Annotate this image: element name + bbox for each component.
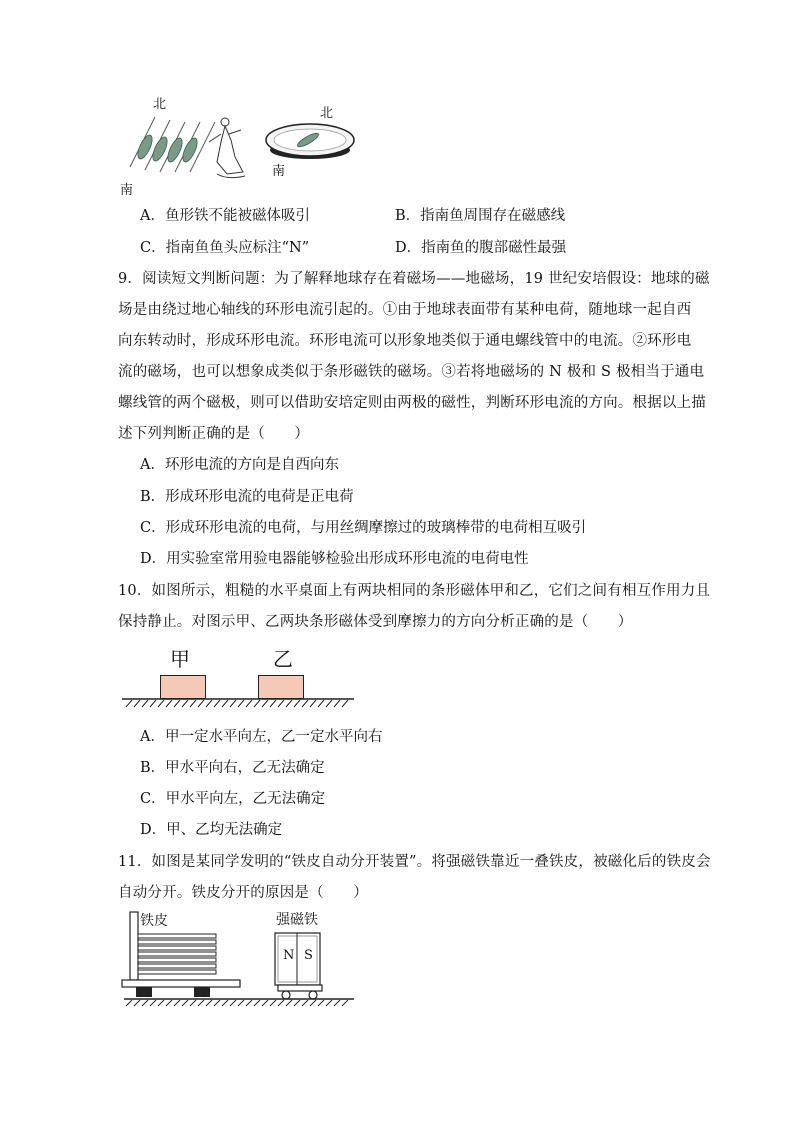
magnet-b-label: 乙: [273, 647, 293, 671]
q8-option-c[interactable]: C．指南鱼鱼头应标注“N”: [140, 240, 310, 256]
rough-table-surface: [122, 698, 354, 710]
magnet-a-block: [160, 675, 206, 699]
north-pole-label: N: [283, 948, 295, 963]
q11-line-2: 自动分开。铁皮分开的原因是（ ）: [118, 885, 368, 901]
magnet-a-label: 甲: [170, 647, 190, 671]
q10-option-a[interactable]: A．甲一定水平向左，乙一定水平向右: [140, 729, 383, 745]
q9-line-2: 场是由绕过地心轴线的环形电流引起的。①由于地球表面带有某种电荷，随地球一起自西: [118, 302, 692, 318]
q9-line-6: 述下列判断正确的是（ ）: [118, 426, 310, 442]
q8-option-a[interactable]: A．鱼形铁不能被磁体吸引: [140, 208, 310, 224]
north-label-right: 北: [320, 106, 334, 121]
south-label-right: 南: [272, 164, 286, 179]
q9-option-a[interactable]: A．环形电流的方向是自西向东: [140, 457, 339, 473]
magnet-b-block: [258, 675, 304, 699]
iron-sheets-label: 铁皮: [140, 913, 168, 929]
q9-line-4: 流的磁场，也可以想象成类似于条形磁铁的磁场。③若将地磁场的 N 极和 S 极相当于通电: [118, 364, 705, 380]
q8-option-d[interactable]: D．指南鱼的腹部磁性最强: [395, 240, 567, 256]
q9-line-5: 螺线管的两个磁极，则可以借助安培定则由两极的磁性，判断环形电流的方向。根据以上描: [118, 395, 706, 411]
compass-bowl-illustration: [262, 120, 358, 165]
south-pole-label: S: [304, 948, 313, 963]
north-label-left: 北: [153, 97, 167, 112]
q9-option-c[interactable]: C．形成环形电流的电荷，与用丝绸摩擦过的玻璃棒带的电荷相互吸引: [140, 520, 587, 536]
strong-magnet-label: 强磁铁: [276, 912, 318, 928]
q9-line-1: 9．阅读短文判断问题：为了解释地球存在着磁场——地磁场，19 世纪安培假设：地球的磁: [118, 271, 710, 287]
south-label-left: 南: [120, 183, 134, 198]
fish-needles-illustration: [125, 112, 265, 182]
q11-line-1: 11．如图是某同学发明的“铁皮自动分开装置”。将强磁铁靠近一叠铁皮，被磁化后的铁皮会: [118, 854, 711, 870]
q8-option-b[interactable]: B．指南鱼周围存在磁感线: [395, 208, 566, 224]
iron-sheet-cart-illustration: [120, 910, 355, 1010]
q10-option-b[interactable]: B．甲水平向右，乙无法确定: [140, 760, 325, 776]
q9-line-3: 向东转动时，形成环形电流。环形电流可以形象地类似于通电螺线管中的电流。②环形电: [118, 333, 692, 349]
q10-line-2: 保持静止。对图示甲、乙两块条形磁体受到摩擦力的方向分析正确的是（ ）: [118, 614, 633, 630]
q10-option-d[interactable]: D．甲、乙均无法确定: [140, 822, 283, 838]
q10-line-1: 10．如图所示，粗糙的水平桌面上有两块相同的条形磁体甲和乙，它们之间有相互作用力且: [118, 583, 711, 599]
q9-option-d[interactable]: D．用实验室常用验电器能够检验出形成环形电流的电荷电性: [140, 551, 529, 567]
q9-option-b[interactable]: B．形成环形电流的电荷是正电荷: [140, 489, 354, 505]
q10-option-c[interactable]: C．甲水平向左，乙无法确定: [140, 791, 326, 807]
